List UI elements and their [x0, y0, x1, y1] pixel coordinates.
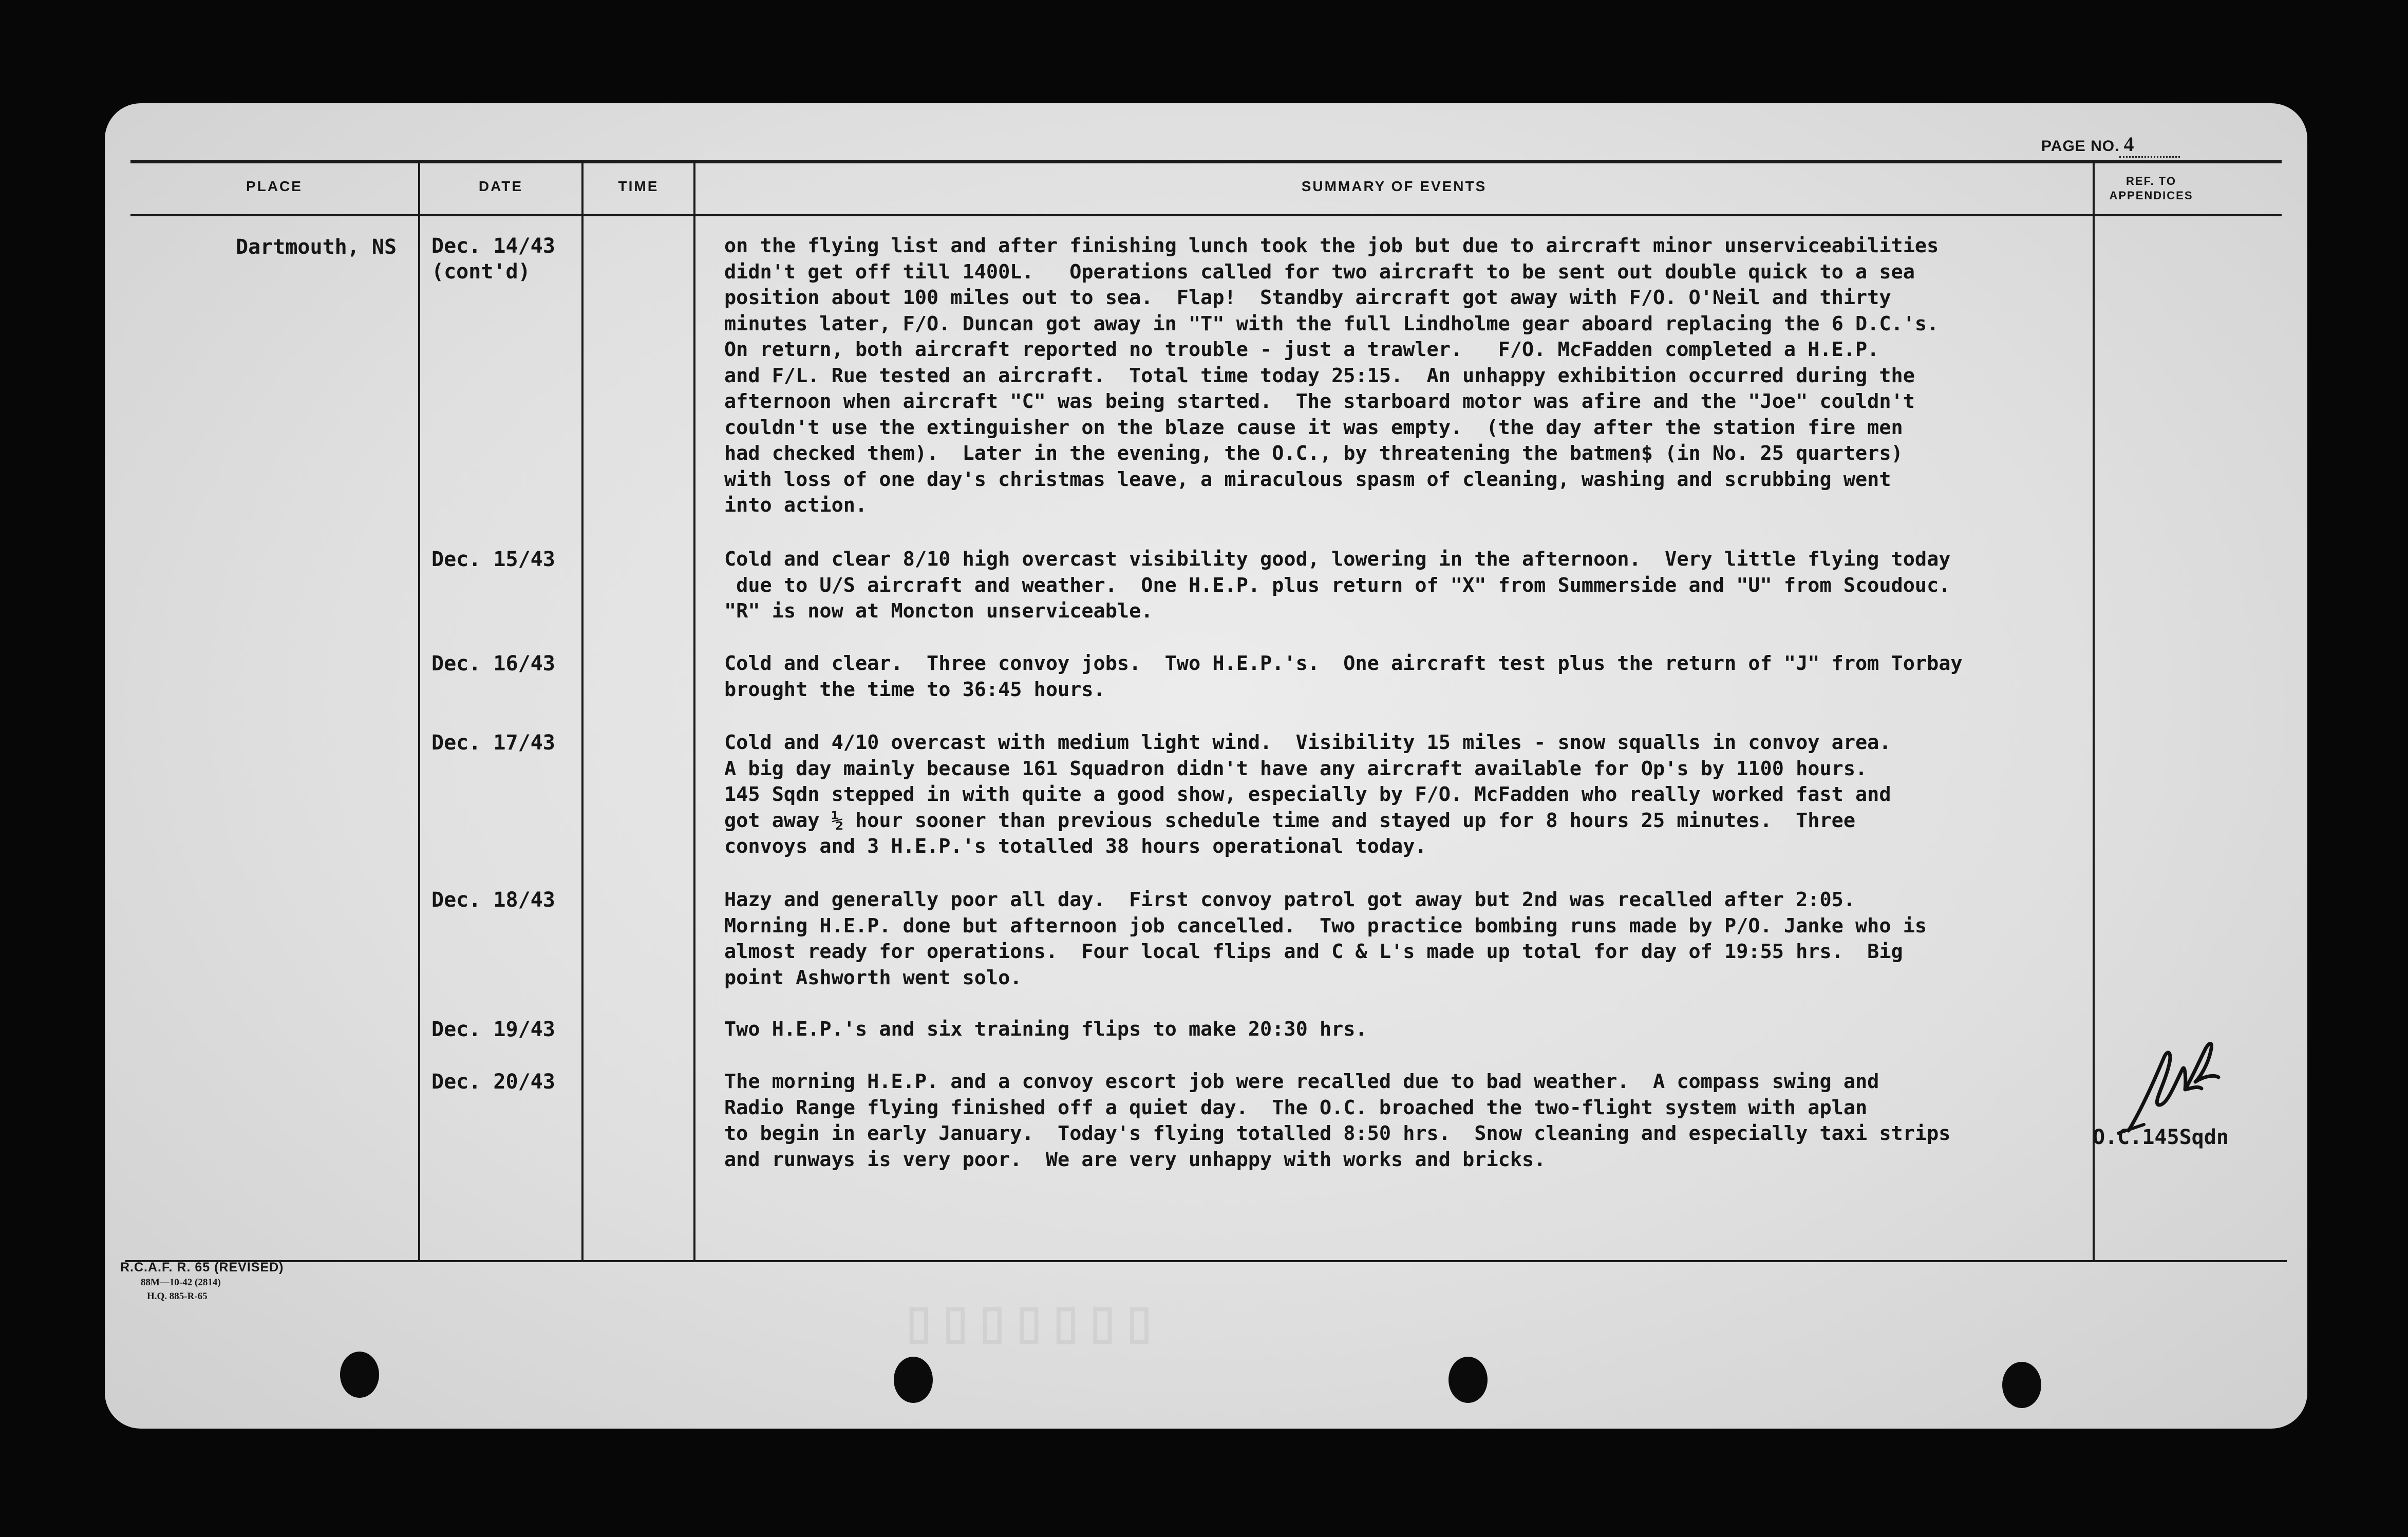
signature-title: O.C.145Sqdn: [2093, 1126, 2229, 1149]
summary-entry: Cold and clear. Three convoy jobs. Two H.E.P.'s. One aircraft test plus the return of "J" from Torbay brought the time to 36:45 hours.: [724, 652, 1963, 701]
date-cell: Dec. 17/43: [431, 731, 555, 755]
header-date: DATE: [478, 178, 523, 194]
header-place: PLACE: [246, 178, 303, 194]
header-summary: SUMMARY OF EVENTS: [1301, 178, 1487, 194]
header-top-rule: [130, 160, 2282, 163]
date-line: Dec. 14/43: [431, 234, 555, 258]
summary-ref-divider: [2093, 160, 2095, 1260]
punch-hole: [894, 1357, 933, 1403]
date-cell: Dec. 20/43: [431, 1070, 555, 1094]
date-cell: Dec. 16/43: [431, 652, 555, 676]
page-number-label: PAGE NO.: [2041, 138, 2120, 155]
place-cell: Dartmouth, NS: [236, 235, 397, 259]
summary-entry: on the flying list and after finishing lunch took the job but due to aircraft minor unserviceabilities didn't get off till 1400L. Operations called for two aircraft to be sent out double quick to a sea position about 100 miles out to sea. Flap! Standby aircraft got away with F/O. O'Neil and thirty minutes later, F/O. Duncan got away in "T" with the full Lindholme gear aboard replacing the 6 D.C.'s. On return, both aircraft reported no trouble - just a trawler. F/O. McFadden completed a H.E.P. and F/L. Rue tested an aircraft. Total time today 25:15. An unhappy exhibition occurred during the afternoon when aircraft "C" was being started. The starboard motor was afire and the "Joe" couldn't couldn't use the extinguisher on the blaze cause it was empty. (the day after the station fire men had checked them). Later in the evening, the O.C., by threatening the batmen$ (in No. 25 quarters) with loss of one day's christmas leave, a miraculous spasm of cleaning, washing and scrubbing went into action.: [724, 234, 1939, 517]
header-ref-line2: APPENDICES: [2109, 189, 2193, 202]
punch-hole: [1448, 1357, 1488, 1403]
date-time-divider: [581, 160, 584, 1260]
date-continued-note: (cont'd): [431, 260, 531, 284]
record-card: [105, 103, 2307, 1429]
date-cell: Dec. 19/43: [431, 1018, 555, 1041]
table-bottom-rule: [125, 1260, 2287, 1262]
header-time: TIME: [618, 178, 659, 194]
place-date-divider: [418, 160, 420, 1260]
summary-entry: Hazy and generally poor all day. First convoy patrol got away but 2nd was recalled after 2:05. Morning H.E.P. done but afternoon job cancelled. Two practice bombing runs made by P/O. Janke who is almost ready for operations. Four local flips and C & L's made up total for day of 19:55 hrs. Big point Ashworth went solo.: [724, 888, 1927, 989]
summary-entry: The morning H.E.P. and a convoy escort job were recalled due to bad weather. A compass swing and Radio Range flying finished off a quiet day. The O.C. broached the two-flight system with aplan to begin in early January. Today's flying totalled 8:50 hrs. Snow cleaning and especially taxi strips and runways is very poor. We are very unhappy with works and bricks.: [724, 1070, 1951, 1171]
punch-hole: [340, 1352, 379, 1398]
summary-entry: Cold and clear 8/10 high overcast visibility good, lowering in the afternoon. Very little flying today due to U/S aircraft and weather. One H.E.P. plus return of "X" from Summerside and "U" from Scoudouc. "R" is now at Moncton unserviceable.: [724, 548, 1951, 623]
header-ref-line1: REF. TO: [2126, 175, 2176, 188]
form-hq-code: H.Q. 885-R-65: [147, 1291, 208, 1302]
page-number-value: 4: [2119, 132, 2180, 158]
date-cell: Dec. 15/43: [431, 548, 555, 571]
punch-hole: [2002, 1362, 2041, 1408]
header-ref-appendices: [2100, 174, 2203, 203]
date-cell: Dec. 18/43: [431, 888, 555, 912]
bleed-through-stamp: ▯▯▯▯▯▯▯: [906, 1297, 1163, 1348]
form-print-code: 88M—10-42 (2814): [141, 1277, 221, 1288]
time-summary-divider: [693, 160, 695, 1260]
date-cell: [431, 233, 555, 285]
header-bottom-rule: [130, 214, 2282, 216]
summary-entry: Cold and 4/10 overcast with medium light wind. Visibility 15 miles - snow squalls in convoy area. A big day mainly because 161 Squadron didn't have any aircraft available for Op's by 1100 hours. 145 Sqdn stepped in with quite a good show, especially by F/O. McFadden who really worked fast and got away ½ hour sooner than previous schedule time and stayed up for 8 hours 25 minutes. Three convoys and 3 H.E.P.'s totalled 38 hours operational today.: [724, 731, 1891, 858]
summary-entry: Two H.E.P.'s and six training flips to make 20:30 hrs.: [724, 1018, 1367, 1041]
form-identifier: R.C.A.F. R. 65 (REVISED): [120, 1260, 284, 1274]
page-number: [2041, 132, 2180, 158]
